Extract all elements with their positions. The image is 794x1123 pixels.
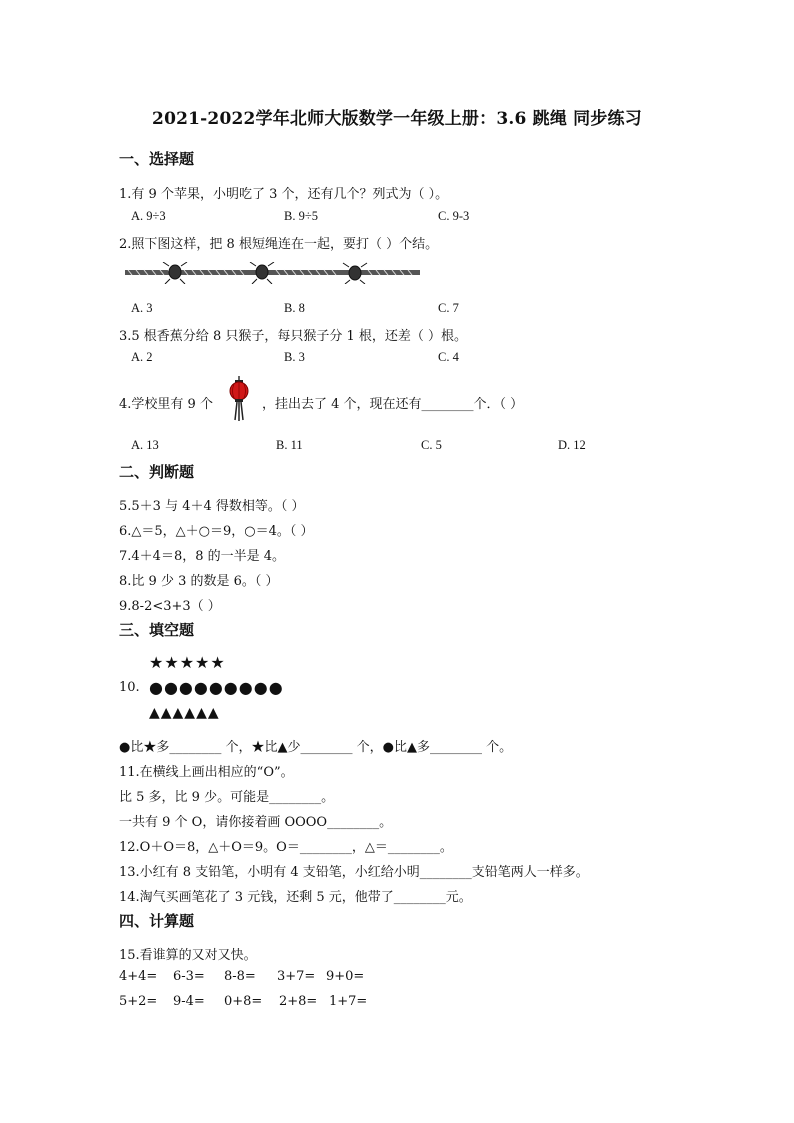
knotted-rope-icon (125, 262, 420, 288)
question-8: 8.比 9 少 3 的数是 6。（ ） (119, 574, 279, 589)
circle-row: ●●●●●●●●● (149, 678, 284, 697)
q4-option-b: B. 11 (276, 438, 303, 452)
q1-option-c: C. 9-3 (438, 209, 470, 223)
question-4-start: 4.学校里有 9 个 (119, 397, 213, 412)
calc-item: 0+8= (224, 994, 263, 1009)
q4-option-d: D. 12 (558, 438, 586, 452)
question-11: 11.在横线上画出相应的“O”。 (119, 765, 294, 780)
q3-option-c: C. 4 (438, 350, 459, 364)
question-1: 1.有 9 个苹果，小明吃了 3 个，还有几个？列式为（ ）。 (119, 187, 449, 202)
star-row: ★★★★★ (149, 653, 226, 672)
q1-option-a: A. 9÷3 (131, 209, 166, 223)
q2-option-a: A. 3 (131, 301, 153, 315)
question-2: 2.照下图这样，把 8 根短绳连在一起，要打（ ）个结。 (119, 237, 439, 252)
question-11-line-2: 一共有 9 个 O，请你接着画 OOOO________。 (119, 815, 393, 830)
calc-item: 5+2= (119, 994, 158, 1009)
question-10: ●比★多________ 个，★比▲少________ 个，●比▲多________ 个。 (119, 740, 513, 755)
question-13: 13.小红有 8 支铅笔，小明有 4 支铅笔，小红给小明________支铅笔两人一样多。 (119, 865, 589, 880)
question-9: 9.8-2<3+3（ ） (119, 599, 221, 614)
question-11-line-1: 比 5 多，比 9 少。可能是________。 (119, 790, 335, 805)
calc-item: 9+0= (326, 969, 365, 984)
calc-item: 4+4= (119, 969, 158, 984)
section-heading-judgement: 二、判断题 (119, 463, 195, 481)
q3-option-b: B. 3 (284, 350, 305, 364)
question-3: 3.5 根香蕉分给 8 只猴子，每只猴子分 1 根，还差（ ）根。 (119, 329, 468, 344)
q1-option-b: B. 9÷5 (284, 209, 318, 223)
question-5: 5.5＋3 与 4＋4 得数相等。（ ） (119, 499, 305, 514)
calc-item: 9-4= (173, 994, 205, 1009)
question-12: 12.O＋O＝8，△＋O＝9。O＝________，△＝________。 (119, 840, 453, 855)
page-title: 2021-2022学年北师大版数学一年级上册：3.6 跳绳 同步练习 (152, 109, 642, 129)
triangle-row: ▲▲▲▲▲▲ (149, 705, 220, 721)
calc-item: 6-3= (173, 969, 205, 984)
q4-option-a: A. 13 (131, 438, 159, 452)
q4-option-c: C. 5 (421, 438, 442, 452)
question-6: 6.△＝5，△＋○＝9，○＝4。（ ） (119, 524, 314, 539)
red-lantern-icon (226, 376, 252, 426)
section-heading-choice: 一、选择题 (119, 150, 195, 168)
question-7: 7.4＋4＝8，8 的一半是 4。 (119, 549, 286, 564)
question-15: 15.看谁算的又对又快。 (119, 948, 257, 963)
section-heading-fill-blank: 三、填空题 (119, 621, 195, 639)
q2-option-b: B. 8 (284, 301, 305, 315)
calc-item: 2+8= (279, 994, 318, 1009)
calc-item: 1+7= (329, 994, 368, 1009)
q2-option-c: C. 7 (438, 301, 459, 315)
question-4-end: ，挂出去了 4 个，现在还有________个．（ ） (262, 397, 524, 412)
calc-item: 8-8= (224, 969, 256, 984)
question-10-number: 10. (119, 680, 140, 695)
question-14: 14.淘气买画笔花了 3 元钱，还剩 5 元，他带了________元。 (119, 890, 472, 905)
calc-item: 3+7= (277, 969, 316, 984)
section-heading-calculation: 四、计算题 (119, 912, 195, 930)
q3-option-a: A. 2 (131, 350, 153, 364)
